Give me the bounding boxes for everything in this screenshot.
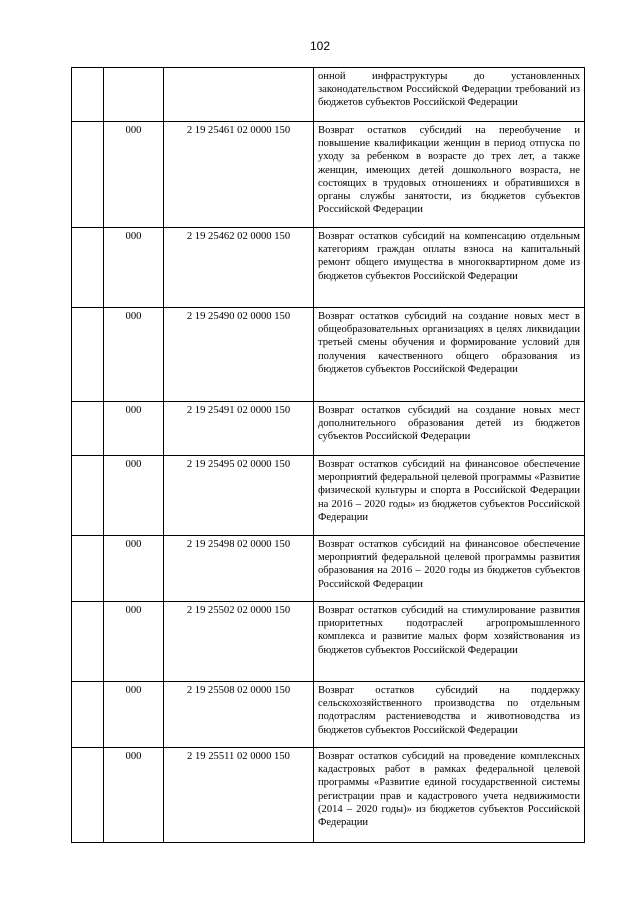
- description-cell: Возврат остатков субсидий на переобучение и повышение квалификации женщин в период отпуска по уходу за ребенком в возрасте до трех лет, а также женщин, имеющих детей дошкольного возраста, не состоящих в трудовых отношениях и обратившихся в органы службы занятости, из бюджетов субъектов Российской Федерации: [314, 122, 585, 228]
- row-number-cell: [72, 456, 104, 536]
- table-row: [72, 536, 585, 602]
- table-row: [72, 122, 585, 228]
- kbk-code-cell: 2 19 25502 02 0000 150: [164, 602, 314, 682]
- table-row: [72, 456, 585, 536]
- description-cell: Возврат остатков субсидий на финансовое обеспечение мероприятий федеральной целевой программы «Развитие физической культуры и спорта в Российской Федерации на 2016 – 2020 годы» из бюджетов субъектов Российской Федерации: [314, 456, 585, 536]
- admin-code-cell: [104, 68, 164, 122]
- admin-code-cell: 000: [104, 536, 164, 602]
- kbk-code-cell: [164, 68, 314, 122]
- kbk-code-cell: 2 19 25511 02 0000 150: [164, 748, 314, 843]
- admin-code-cell: 000: [104, 308, 164, 402]
- description-cell: Возврат остатков субсидий на финансовое обеспечение мероприятий федеральной целевой программы развития образования на 2016 – 2020 годы из бюджетов субъектов Российской Федерации: [314, 536, 585, 602]
- row-number-cell: [72, 748, 104, 843]
- row-number-cell: [72, 122, 104, 228]
- description-cell: онной инфраструктуры до установленных законодательством Российской Федерации требований из бюджетов субъектов Российской Федерации: [314, 68, 585, 122]
- description-cell: Возврат остатков субсидий на компенсацию отдельным категориям граждан оплаты взноса на капитальный ремонт общего имущества в многоквартирном доме из бюджетов субъектов Российской Федерации: [314, 228, 585, 308]
- description-cell: Возврат остатков субсидий на создание новых мест дополнительного образования детей из бюджетов субъектов Российской Федерации: [314, 402, 585, 456]
- table-row: [72, 682, 585, 748]
- table-row: [72, 748, 585, 843]
- table-row: [72, 402, 585, 456]
- row-number-cell: [72, 682, 104, 748]
- row-number-cell: [72, 308, 104, 402]
- kbk-code-cell: 2 19 25461 02 0000 150: [164, 122, 314, 228]
- kbk-code-cell: 2 19 25498 02 0000 150: [164, 536, 314, 602]
- kbk-code-cell: 2 19 25462 02 0000 150: [164, 228, 314, 308]
- admin-code-cell: 000: [104, 456, 164, 536]
- table-row: [72, 308, 585, 402]
- row-number-cell: [72, 228, 104, 308]
- admin-code-cell: 000: [104, 602, 164, 682]
- row-number-cell: [72, 602, 104, 682]
- budget-classification-table: [71, 67, 585, 843]
- description-cell: Возврат остатков субсидий на поддержку сельскохозяйственного производства по отдельным подотраслям растениеводства и животноводства из бюджетов субъектов Российской Федерации: [314, 682, 585, 748]
- description-cell: Возврат остатков субсидий на создание новых мест в общеобразовательных организациях в целях ликвидации третьей смены обучения и формирование условий для получения качественного общего образования из бюджетов субъектов Российской Федерации: [314, 308, 585, 402]
- table-row: [72, 228, 585, 308]
- table-row: [72, 602, 585, 682]
- row-number-cell: [72, 402, 104, 456]
- description-cell: Возврат остатков субсидий на проведение комплексных кадастровых работ в рамках федеральной целевой программы «Развитие единой государственной системы регистрации прав и кадастрового учета недвижимости (2014 – 2020 годы)» из бюджетов субъектов Российской Федерации: [314, 748, 585, 843]
- kbk-code-cell: 2 19 25495 02 0000 150: [164, 456, 314, 536]
- admin-code-cell: 000: [104, 122, 164, 228]
- table-row: [72, 68, 585, 122]
- row-number-cell: [72, 536, 104, 602]
- admin-code-cell: 000: [104, 748, 164, 843]
- admin-code-cell: 000: [104, 682, 164, 748]
- row-number-cell: [72, 68, 104, 122]
- kbk-code-cell: 2 19 25490 02 0000 150: [164, 308, 314, 402]
- kbk-code-cell: 2 19 25508 02 0000 150: [164, 682, 314, 748]
- page-number: 102: [309, 39, 331, 53]
- kbk-code-cell: 2 19 25491 02 0000 150: [164, 402, 314, 456]
- admin-code-cell: 000: [104, 402, 164, 456]
- description-cell: Возврат остатков субсидий на стимулирование развития приоритетных подотраслей агропромышленного комплекса и развитие малых форм хозяйствования из бюджетов субъектов Российской Федерации: [314, 602, 585, 682]
- admin-code-cell: 000: [104, 228, 164, 308]
